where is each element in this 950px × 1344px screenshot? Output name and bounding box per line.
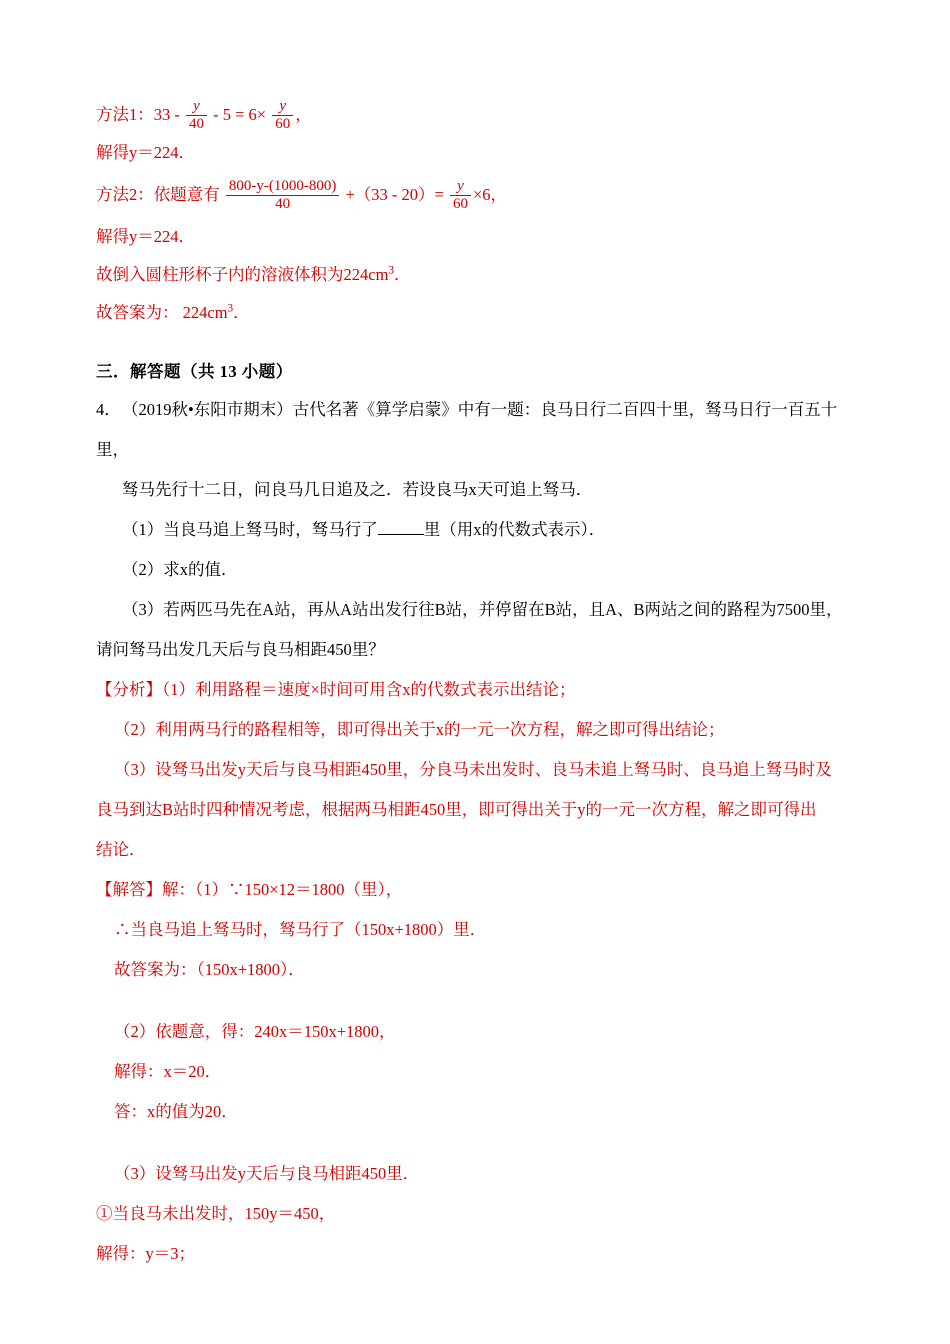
fraction-denominator: 40 bbox=[189, 115, 204, 132]
question-stem-part2: 驽马先行十二日，问良马几日追及之．若设良马x天可追上驽马． bbox=[122, 480, 593, 499]
solution-label: 【解答】 bbox=[96, 880, 162, 899]
fraction-numerator: 800-y-(1000-800) bbox=[226, 178, 339, 196]
conclusion-value: 224cm bbox=[343, 265, 389, 284]
analysis-label: 【分析】 bbox=[96, 680, 162, 699]
solution-text9: 解得：y＝3； bbox=[96, 1244, 195, 1263]
question-stem-part1: 古代名著《算学启蒙》中有一题：良马日行二百四十里，驽马日行一百五十里， bbox=[96, 400, 838, 459]
conclusion-sup: 3 bbox=[388, 264, 395, 277]
section-heading: 三．解答题（共 13 小题） bbox=[96, 362, 293, 381]
method1-suffix: ， bbox=[295, 105, 312, 124]
solution-text1: 解：（1）∵150×12＝1800（里）， bbox=[162, 880, 403, 899]
solution-text7: （3）设驽马出发y天后与良马相距450里． bbox=[114, 1164, 420, 1183]
fraction-y-over-60-b bbox=[450, 178, 471, 213]
solution-text4: （2）依题意，得：240x＝150x+1800， bbox=[114, 1022, 396, 1041]
solution-line2 bbox=[96, 910, 856, 950]
final-answer-label: 故答案为： bbox=[96, 303, 179, 322]
final-answer-line bbox=[96, 294, 856, 332]
sub2-text: （2）求x的值． bbox=[122, 560, 238, 579]
analysis-line5 bbox=[96, 830, 856, 870]
method1-result: 解得y＝224． bbox=[96, 143, 195, 162]
question-4-stem-line1 bbox=[96, 390, 856, 470]
method2-suffix: ×6， bbox=[472, 185, 508, 204]
analysis-line2 bbox=[96, 710, 856, 750]
solution-line9 bbox=[96, 1234, 856, 1274]
method1-mid: - 5 = 6× bbox=[213, 105, 267, 124]
method2-line bbox=[96, 172, 856, 218]
question-4-sub3-line2 bbox=[96, 630, 856, 670]
method2-label: 方法2：依题意有 bbox=[96, 185, 220, 204]
analysis-line4 bbox=[96, 790, 856, 830]
question-4-sub1 bbox=[96, 510, 856, 550]
sub3-text-part1: （3）若两匹马先在A站，再从A站出发行往B站，并停留在B站，且A、B两站之间的路程为7500里， bbox=[122, 600, 843, 619]
analysis-line1 bbox=[96, 670, 856, 710]
solution-text2: ∴当良马追上驽马时，驽马行了（150x+1800）里． bbox=[114, 920, 487, 939]
fraction-y-over-60 bbox=[272, 98, 293, 133]
solution-line1 bbox=[96, 870, 856, 910]
spacer-1 bbox=[96, 990, 856, 1012]
fraction-denominator: 60 bbox=[275, 115, 291, 132]
final-answer-value: 224cm bbox=[182, 303, 228, 322]
solution-text3: 故答案为：（150x+1800）． bbox=[114, 960, 305, 979]
analysis-item3-part1: （3）设驽马出发y天后与良马相距450里，分良马未出发时、良马未追上驽马时、良马追上驽马时及 bbox=[114, 760, 832, 779]
fraction-numerator: y bbox=[186, 98, 207, 116]
conclusion-period: ． bbox=[394, 265, 411, 284]
conclusion-line bbox=[96, 256, 856, 294]
sub1-suffix: 里（用x的代数式表示）． bbox=[423, 520, 606, 539]
fraction-numerator: y bbox=[272, 98, 293, 116]
method2-result: 解得y＝224． bbox=[96, 227, 195, 246]
final-answer-sup: 3 bbox=[227, 302, 234, 315]
sub3-text-part2: 请问驽马出发几天后与良马相距450里？ bbox=[96, 640, 385, 659]
question-4-sub2 bbox=[96, 550, 856, 590]
question-source: （2019秋•东阳市期末） bbox=[122, 400, 293, 419]
analysis-item3-part2: 良马到达B站时四种情况考虑，根据两马相距450里，即可得出关于y的一元一次方程，解之即可得出 bbox=[96, 800, 817, 819]
spacer-2 bbox=[96, 1132, 856, 1154]
solution-text8: ①当良马未出发时，150y＝450， bbox=[96, 1204, 336, 1223]
solution-line6 bbox=[96, 1092, 856, 1132]
fraction-denominator: 60 bbox=[452, 195, 468, 212]
solution-line8 bbox=[96, 1194, 856, 1234]
sub1-prefix: （1）当良马追上驽马时，驽马行了 bbox=[122, 520, 378, 539]
solution-text5: 解得：x＝20． bbox=[114, 1062, 222, 1081]
fraction-y-over-40 bbox=[186, 98, 207, 133]
solution-line3 bbox=[96, 950, 856, 990]
question-4-stem-line2 bbox=[96, 470, 856, 510]
final-answer-period: ． bbox=[233, 303, 250, 322]
analysis-line3 bbox=[96, 750, 856, 790]
analysis-item2: （2）利用两马行的路程相等，即可得出关于x的一元一次方程，解之即可得出结论； bbox=[114, 720, 725, 739]
fraction-long-expression bbox=[226, 178, 339, 213]
solution-line4 bbox=[96, 1012, 856, 1052]
solution-line5 bbox=[96, 1052, 856, 1092]
solution-line7 bbox=[96, 1154, 856, 1194]
analysis-item3-part3: 结论． bbox=[96, 840, 146, 859]
method1-line bbox=[96, 96, 856, 134]
method1-expr-prefix: 33 - bbox=[153, 105, 180, 124]
question-4-sub3-line1 bbox=[96, 590, 856, 630]
question-4 bbox=[96, 390, 856, 670]
method1-label: 方法1： bbox=[96, 105, 154, 124]
fraction-numerator: y bbox=[450, 178, 471, 196]
method2-mid: +（33 - 20）= bbox=[345, 185, 444, 204]
analysis-item1: （1）利用路程＝速度×时间可用含x的代数式表示出结论； bbox=[162, 680, 576, 699]
conclusion-text: 故倒入圆柱形杯子内的溶液体积为 bbox=[96, 265, 344, 284]
fill-in-blank bbox=[378, 534, 424, 535]
fraction-denominator: 40 bbox=[275, 195, 291, 212]
document-content bbox=[96, 96, 856, 1274]
question-number: 4． bbox=[96, 400, 121, 419]
solution-text6: 答：x的值为20． bbox=[114, 1102, 238, 1121]
